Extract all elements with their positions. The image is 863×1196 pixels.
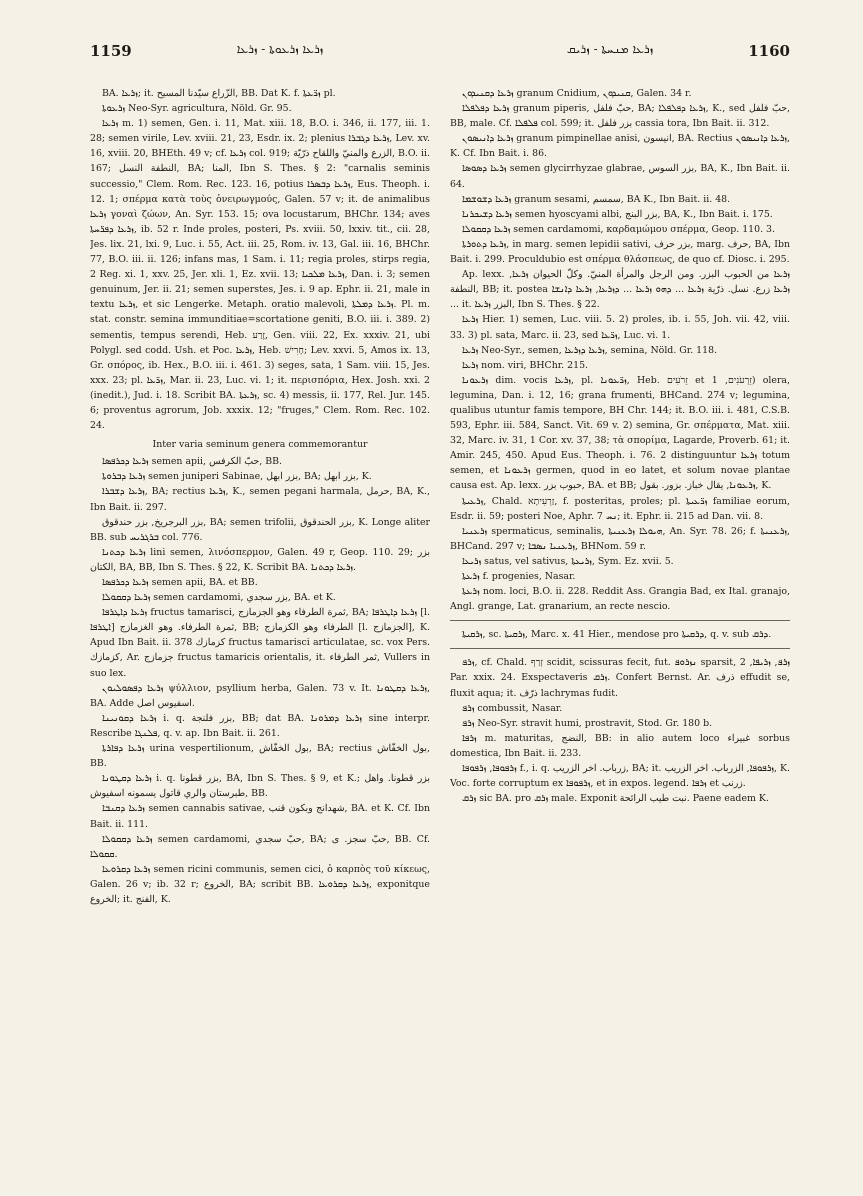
right-column (450, 86, 790, 1166)
entry: ܙܪܥܐ ܕܟܪܦܣܐ semen apii, حبّ الكرفس, BB. (102, 456, 282, 468)
entry: ܙܪܥܐ m. 1) semen, Gen. i. 11, Mat. xiii. 18, B.O. i. 346, ii. 177, iii. 1. 28; semen virile, Lev. xviii. 21, 23, Esdr. ix. 2; plenius ܙܪܥܐ ܕܓܒܪܐ, Lev. xv. 16, xviii. 20, BHEth. 49 v; cf. ܙܪܥܐ col. 919; الزرع والمنيّ واللقاح ذرّيّة, B.O. ii. 167; النطفة النسل, BA; المنا, Ibn S. Thes. § 2: "carnalis seminis successio," Clem. Rom. Rec. 123. 16, potius ܙܪܥܐ ܕܒܣܪܐ, Eus. Theoph. i. 12. 1; σπέρμα κατὰ τοὺς ὀνειρωγμούς, Galen. 57 v; it. de animalibus ܙܪܥܐ γοναὶ ζώων, An. Syr. 153. 15; ova locustarum, BHChr. 134; aves ܙܪܥܐ ܕܦܪ̈ܚܬܐ, ib. 52 r. Inde proles, posteri, Ps. xviii. 50, lxxiv. tit., cii. 28, Jes. lix. 21, lxi. 9, Luc. i. 55, Act. iii. 25, Rom. iv. 13, Gal. iii. 16, BHChr. 77, B.O. iii. ii. 126; infans mas, 1 Sam. i. 11; regia proles, stirps regia, 2 Reg. xi. 1, xxv. 25, Jer. xli. 1, Ez. xvii. 13; ܙܪܥܐ ܡܠܟܝܐ, Dan. i. 3; semen genuinum, Jer. ii. 21; semen superstes, Jes. i. 9 ap. Ephr. ii. 21, male in textu ܙܪܥܐ, et sic Lengerke. Metaph. oratio malevoli, ܙܪܥܐ ܕܡܠܬܐ. Pl. m. stat. constr. semina immunditiae=scortatione geniti, B.O. iii. i. 389. 2) sementis, tempus serendi, Heb. זֶרַע, Gen. viii. 22, Ex. xxxiv. 21, ubi Polygl. sed codd. Ush. et Poc. ܙܪܥܐ, Heb. חָרִישׁ; Lev. xxvi. 5, Amos ix. 13, Gr. σπόρος, ib. Hex., B.O. iii. i. 461. 3) seges, sata, 1 Sam. viii. 15, Jes. xxx. 23; pl. ܙܪ̈ܥܐ, Mar. ii. 23, Luc. vi. 1; it. περισπόρια, Hex. Josh. xxi. 2 (inedit.), Jud. i. 18. Scribit BA. ܙܪܥܬܐ, sc. 4) messis, ii. 177, Rel. Jur. 145. 6; proventus agrorum, Job. xxxix. 12; "fruges," Clem. Rom. Rec. 102. 24. (90, 118, 430, 432)
entry: ܙܪܦ combussit, Nasar. (462, 702, 563, 714)
left-column (90, 86, 430, 1166)
entry: ܙܪܥܐ Neo-Syr., semen, ܙܪܥܐ ܕܙܪܥܐ, semina, Nöld. Gr. 118. (462, 344, 718, 356)
entry: ܙܪܩܝܬܐ, sc. ܙܪܩܝܬܐ, Marc. x. 41 Hier., mendose pro ܕܪܩܝܬܐ, q. v. sub ܕܪܩ. (462, 629, 772, 641)
entry: ܙܪܥܐ ܕܦܠܦܠܐ granum piperis, حبّ فلفل, BA; ܙܪܥܐ ܕܦܠܦܠܐ, K., sed حبّ فلفل, BB, male. Cf. ܦܠܦܠܐ col. 599; it. بزر فلفل cassia tora, Ibn Bait. ii. 312. (450, 103, 790, 130)
entry: ܙܪܩ sic BA. pro ܙܪܩ male. Exponit نبت طيب الرائحة. Paene eadem K. (462, 793, 769, 805)
entry: ܙܪܥܐ ܕܟܪܦܣܐ semen apii, BA. et BB. (102, 577, 258, 588)
section-divider (450, 648, 790, 649)
entry: ܙܪܥܐ ܕܣܘܣܐ semen glycirrhyzae glabrae, بزر السوس, BA, K., Ibn Bait. ii. 64. (450, 163, 790, 190)
entry: ܙܪܥܐ ܕܩܘܢܝܢܐ i. q. بزر فلنجة, BB; dat BA. ܙܪܥܐ ܕܡܪܘܢܐ sine interpr. Rescribe ܦܠܢܓܐ, q. v. ap. Ibn Bait. ii. 261. (90, 712, 430, 739)
entry: ܙܪܥܐ ܕܬܘܪܬܐ, in marg. semen lepidii sativi, بزر حرف, marg. حرف, BA, Ibn Bait. i. 299. Proculdubio est σπέρμα θλάσπεως, de quo cf. Diosc. i. 295. (450, 238, 790, 266)
entry: ܙܪܥܘܢܐ dim. vocis ܙܪܥܐ, pl. ܙܪ̈ܥܘܢܐ, Heb. זֵרֹעִים et זֵרְעֹנִים, 1) olera, legumina, Dan. i. 12, 16; grana frumenti, BHCand. 274 v; legumina, qualibus utuntur famis tempore, BH Chr. 144; it. B.O. iii. i. 481, C.S.B. 593, Ephr. iii. 584, Sanct. Vit. 69 v. 2) semina, Gr. σπέρματα, Mat. xiii. 32, Marc. iv. 31, 1 Cor. xv. 37, 38; τὰ σπορίμα, Lagarde, Proverb. 61; it. Amir. 245, 450. Apud Eus. Theoph. i. 76. 2 distinguuntur ܙܪܥܐ totum semen, et ܙܪܥܘܢܐ germen, quod in eo latet, et solum novae plantae causa est. Ap. lexx. حبوب بزر, BA. et BB; ܙܪܥܘܢܐ, يقال خباز. بزور. بقول, K. (450, 374, 790, 492)
entry: ܙܪܥܐ ܕܩܢܝܕܘܢ granum Cnidium, ܩܢܝܕܘܢ, Galen. 34 r. (462, 88, 692, 99)
entry: ܙܪܥܐ ܕܩܩܘܠܐ semen cardamomi, حبّ سجدي, BA; حبّ سجز. ى, BB. Cf. ܩܩܘܠܐ. (90, 833, 430, 860)
left-running-title: ܙܪܥܐ ܙܪܥܘܬܐ - ܙܪܥܐ (236, 42, 324, 56)
entry: BA. ܙܪܥܐ; it. الزّراع سيّدنا المسيح, BB. Dat K. f. ܙܪ̈ܥܬܐ pl. (102, 88, 336, 99)
entry: ܙܪܥܘܬܐ Neo-Syr. agricultura, Nöld. Gr. 95. (102, 103, 292, 115)
entry: ܙܪܥܐ Hier. 1) semen, Luc. viii. 5. 2) proles, ib. i. 55, Joh. vii. 42, viii. 33. 3) pl. sata, Marc. ii. 23, sed ܙܪ̈ܥܐ, Luc. vi. 1. (450, 314, 790, 341)
entry: ܙܪܥܐ ܕܫܒܪܐ, BA; rectius ܙܪܥܐ, K., semen pegani harmala, حرمل, BA, K., Ibn Bait. ii. 297. (90, 486, 430, 513)
entry: ܙܪܥܐ ܕܦܐܪܬܐ urina vespertilionum, بول الخفّاش, BA; rectius بول الخفّاش, BB. (90, 743, 430, 770)
entry: ܙܪܥܐ ܕܒܪܘܬܐ semen juniperi Sabinae, بزر ابهل, BA; بزر ابهل, K. (102, 471, 372, 483)
entry: ܙܪܥܢܝܐ spermaticus, seminalis, ܗܝܘܠܐ ܙܪܥܢܝܬܐ, An. Syr. 78. 26; f. ܙܪܥܢܝܬܐ, BHCand. 297 v; ܙܪܥܢܝܐ ܢܣܒܐ, BHNom. 59 r. (450, 525, 790, 552)
entry: ܙܪܥܐ ܕܐܛܪܦܐ fructus tamarisci, ثمرة الطرفاء وهو الجزمازج, BA; ܙܪܥܐ ܕܐܛܪܦܐ [l. ܐܛܪܦܐ] ثمرة الطرفاء. وهو الغزمازج, BB; الطرفاء وهو الكزمازج [l. الجزمازج], K. Apud Ibn Bait. ii. 378 كزمازك fructus tamarisci articulatae, sc. vox Pers. كزمازك, Ar. جزمازج fructus tamaricis orientalis, it. ثمر الطرفاء, Vullers in suo lex. (90, 607, 430, 679)
entry: Ap. lexx. ܙܪܥܐ من الحبوب البزر. ومن الرجل والمرأة المنيّ. وكلّ الحيوان ܙܪܥܐ, النطفة, BB; it. postea ܙܪܥܐ زرع. نسل. ذرّية ܙܪܥܐ ... ܕܗܘ ܙܪܥܐ ... ܕܙܪܥܐ, ܙܪܥܐ ܕܐܢܫܐ ... it. البزر ܙܪܥܐ, Ibn S. Thes. § 22. (450, 269, 790, 311)
page-header (90, 38, 790, 64)
entry: ܙܪܥܐ nom. viri, BHChr. 215. (462, 359, 589, 371)
entry: ܙܪܥܐ ܕܦܣܘܠܝܘܢ ψύλλιον, psyllium herba, Galen. 73 v. It. ܙܪܥܐ ܕܩܛܘܢܐ, BA. Adde اسفيوس اصل. (90, 682, 430, 709)
entry: بزر البرجريخ, بزر حندقوق, BA; semen trifolii, بزر الحندقوق, K. Longe aliter BB. sub ܒܪܓܪܝܚ col. 776. (90, 516, 430, 543)
entry: ܙܪܥܐ ܕܩܢܒܐ semen cannabis sativae, شهدانج وبكون قنب, BA. et K. Cf. Ibn Bait. ii. 111. (90, 803, 430, 830)
entry: ܙܪܦܐ m. maturitas, النضج, BB: in alio autem loco غبيراء sorbus domestica, Ibn Bait. ii. 233. (450, 732, 790, 759)
entry: ܙܪܥܐ ܕܫܘܫܡܐ granum sesami, سمسم, BA K., Ibn Bait. ii. 48. (462, 193, 731, 205)
entry: ܙܪܥܝܬܐ, Chald. זַרְעִיתָא, f. posteritas, proles; pl. ܙܪ̈ܥܝܬܐ familiae eorum, Esdr. ii. 59; posteri Noe, Aphr. ܢܚ 7; it. Ephr. ii. 215 ad Dan. vii. 8. (450, 495, 790, 522)
entry: ܙܪܥܐ ܕܩܩܘܠܐ semen cardamomi, بزر سجدي, BA. et K. (102, 592, 336, 604)
entry: ܙܪܦܘܦܐ, ܙܪܦܘܦܐ f., i. q. زرباب. اخر الزريب, BA; it. ܙܪܦܘܦܐ, الزرباب. اخر الزريب, K. Voc. forte corruptum ex ܙܪܦܘܦܐ, et in expos. legend. ܙܪܦܐ et زرنب. (450, 763, 790, 790)
entry: ܙܪܥܐ ܕܩܪܘܥܐ semen ricini communis, semen cici, ὁ καρπὸς τοῦ κίκεως, Galen. 26 v; ib. 32 r; الخروع, BA; scribit BB. ܙܪܥܐ ܕܩܪܘܥܐ, exponitque الخروع; it. الفنج, K. (90, 863, 430, 905)
section-divider (450, 620, 790, 621)
entry: ܙܪܝܥܐ satus, vel sativus, ܙܪܝܥܬܐ, Sym. Ez. xvii. 5. (462, 555, 674, 567)
entry: ܙܪܥܬܐ f. progenies, Nasar. (462, 571, 576, 582)
entry: ܙܪܥܬܐ nom. loci, B.O. ii. 228. Reddit Ass. Grangia Bad, ex Ital. granajo, Angl. grange, Lat. granarium, an recte nescio. (450, 586, 790, 613)
entry: ܙܪܥܐ ܕܩܩܘܠܐ semen cardamomi, καρδαμώμου σπέρμα, Geop. 110. 3. (462, 223, 776, 235)
entry: ܙܪܦ Neo-Syr. stravit humi, prostravit, Stod. Gr. 180 b. (462, 717, 713, 729)
right-page-number: 1160 (748, 42, 790, 60)
subheading: Inter varia seminum genera commemorantur (152, 439, 368, 451)
entry: ܙܪܥܐ ܕܟܬܢܐ lini semen, λινόσπερμον, Galen. 49 r, Geop. 110. 29; بزر الكتان, BA, BB, Ibn S. Thes. § 22, K. Scribit BA. ܙܪܥܐ ܕܟܬܢܐ. (90, 546, 430, 573)
entry: ܙܪܥܐ ܕܐܢܝܣܘܢ granum pimpinellae anisi, انيسون, BA. Rectius ܙܪܥܐ ܕܐܢܝܣܘܢ, K. Cf. Ibn Bait. i. 86. (450, 133, 790, 160)
entry: ܙܪܥܐ ܕܫܝܟܪܢܐ semen hyoscyami albi, بزر البنج, BA, K., Ibn Bait. i. 175. (462, 208, 773, 220)
left-page-number: 1159 (90, 42, 132, 60)
entry: ܙܪܦ, cf. Chald. זְרַף scidit, scissuras fecit, fut. ܢܙܪܘܦ sparsit, ܙܪܦ, ܙܪܝܦܐ, 2 Par. xxix. 24. Exspectaveris ܙܪܩ. Confert Bernst. Ar. ذرف effudit se, fluxit aqua; it. ذرّف lachrymas fudit. (450, 657, 790, 699)
right-running-title: ܙܪܥܐ ܡܢܚܬܐ - ܙܪܝܩ (566, 42, 654, 56)
entry: ܙܪܥܐ ܕܩܛܘܢܐ i. q. بزر قطونا, BA, Ibn S. Thes. § 9, et K.; بزر قطونا. واهل طبرستان والري قاتول يسمونه اسفيوش, BB. (90, 773, 430, 800)
